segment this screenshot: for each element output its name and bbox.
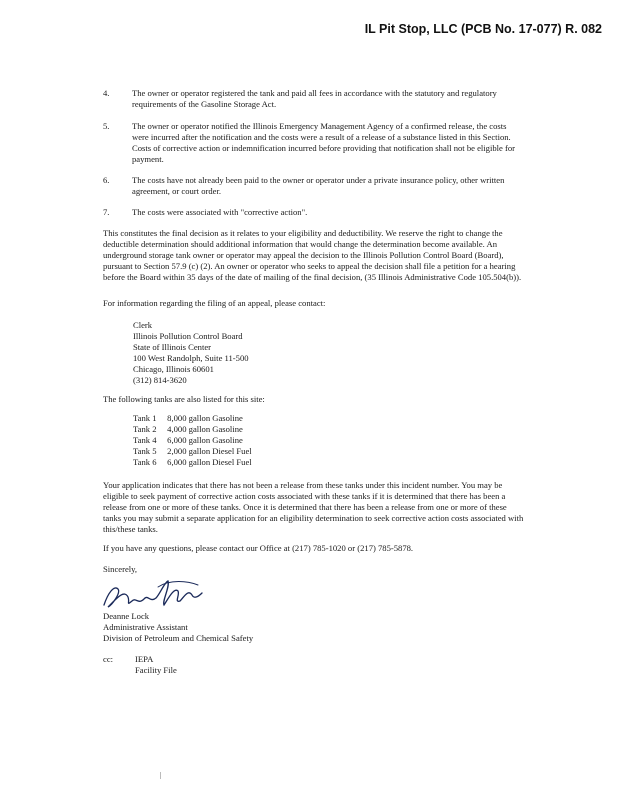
application-paragraph: Your application indicates that there has not been a release from these tanks under this incident number. You may be eligible to seek payment of corrective action costs associated with these tanks if it is determined that there has been a release from one or more of these tanks. Once it is determined that there has been a release from one or more of these tanks you may submit a separate application for an eligibility determination to seek corrective action costs associated with this/these tanks. <box>103 480 524 534</box>
item-number: 4. <box>103 88 110 98</box>
tank-id: Tank 6 <box>133 457 157 467</box>
tank-id: Tank 1 <box>133 413 157 423</box>
appeal-intro: For information regarding the filing of an appeal, please contact: <box>103 298 326 308</box>
decision-paragraph: This constitutes the final decision as it relates to your eligibility and deductibility. We reserve the right to change the deductible determination should additional information that would change the determination become available. An underground storage tank owner or operator may appeal the decision to the Illinois Pollution Control Board (Board), pursuant to Section 57.9 (c) (2). An owner or operator who seeks to appeal the decision shall file a petition for a hearing before the Board within 35 days of the date of mailing of the final decision, (35 Illinois Administrative Code 105.504(b)). <box>103 228 522 282</box>
item-text: The owner or operator registered the tank and paid all fees in accordance with the statutory and regulatory requirements of the Gasoline Storage Act. <box>132 88 497 109</box>
address-line: Chicago, Illinois 60601 <box>133 364 214 374</box>
tank-row <box>133 446 252 457</box>
tank-list <box>133 413 252 468</box>
item-text: The costs have not already been paid to the owner or operator under a private insurance policy, other written agreement, or court order. <box>132 175 505 196</box>
board-address <box>133 320 249 386</box>
address-line: 100 West Randolph, Suite 11-500 <box>133 353 249 363</box>
signer-division: Division of Petroleum and Chemical Safety <box>103 633 254 643</box>
address-line: Illinois Pollution Control Board <box>133 331 243 341</box>
tanks-intro: The following tanks are also listed for this site: <box>103 394 265 404</box>
item-text: The costs were associated with "corrective action". <box>132 207 308 217</box>
item-number: 7. <box>103 207 110 217</box>
tank-description: 4,000 gallon Gasoline <box>167 424 243 434</box>
address-line: (312) 814-3620 <box>133 375 187 385</box>
questions-paragraph: If you have any questions, please contact our Office at (217) 785-1020 or (217) 785-5878. <box>103 543 414 553</box>
cc-recipients <box>135 654 177 676</box>
address-line: State of Illinois Center <box>133 342 212 352</box>
item-text: The owner or operator notified the Illinois Emergency Management Agency of a confirmed release, the costs were incurred after the notification and the costs were a result of a release of a substance listed in this Section. Costs of corrective action or indemnification incurred before providing that notification shall not be eligible for payment. <box>132 121 516 164</box>
cc-recipient: Facility File <box>135 665 177 675</box>
signature-image <box>98 575 218 613</box>
tank-description: 6,000 gallon Diesel Fuel <box>167 457 252 467</box>
tank-id: Tank 4 <box>133 435 157 445</box>
tank-row <box>133 424 252 435</box>
address-line: Clerk <box>133 320 153 330</box>
signer-name: Deanne Lock <box>103 611 150 621</box>
tank-description: 8,000 gallon Gasoline <box>167 413 243 423</box>
item-number: 5. <box>103 121 110 131</box>
tank-id: Tank 2 <box>133 424 157 434</box>
tank-row <box>133 435 252 446</box>
cc-label: cc: <box>103 654 114 664</box>
exhibit-header: IL Pit Stop, LLC (PCB No. 17-077) R. 082 <box>364 22 602 36</box>
tank-description: 6,000 gallon Gasoline <box>167 435 243 445</box>
signature-block <box>103 611 526 644</box>
tank-description: 2,000 gallon Diesel Fuel <box>167 446 252 456</box>
tank-id: Tank 5 <box>133 446 157 456</box>
signer-title: Administrative Assistant <box>103 622 188 632</box>
item-number: 6. <box>103 175 110 185</box>
closing: Sincerely, <box>103 564 138 574</box>
cc-recipient: IEPA <box>135 654 154 664</box>
tank-row <box>133 457 252 468</box>
scan-mark <box>160 772 161 779</box>
tank-row <box>133 413 252 424</box>
